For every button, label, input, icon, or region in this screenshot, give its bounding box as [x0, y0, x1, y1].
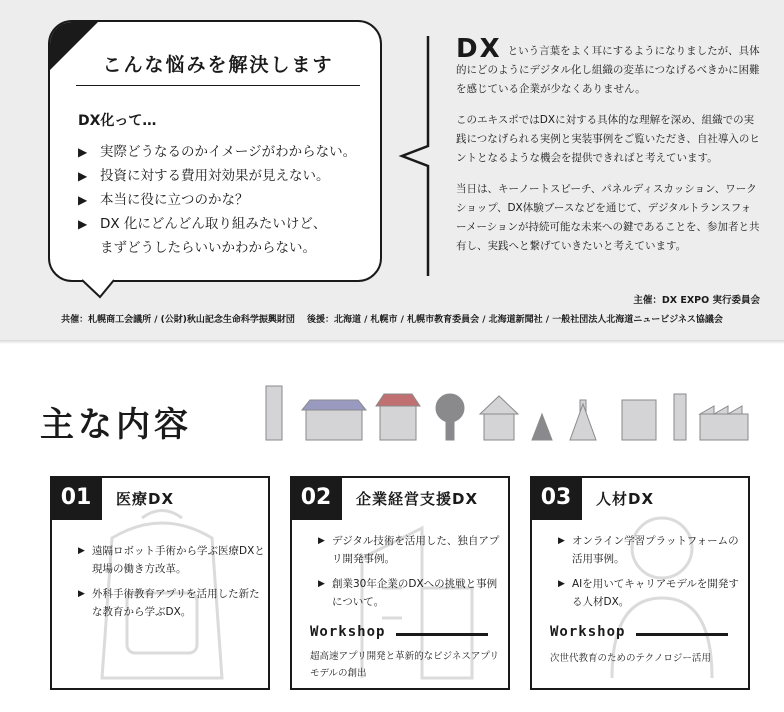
organizer: 主催：DX EXPO 実行委員会	[633, 295, 760, 306]
bubble-subtitle: DX化って…	[78, 113, 157, 129]
dx-heading: DX	[456, 34, 502, 64]
workshop-label: Workshop	[310, 624, 386, 640]
card-number: 03	[530, 476, 582, 520]
city-skyline-illustration	[262, 384, 752, 442]
content-card-01	[50, 476, 270, 690]
triangle-bullet-icon: ▶	[78, 193, 88, 207]
triangle-bullet-icon: ▶	[318, 536, 325, 546]
triangle-bullet-icon: ▶	[558, 579, 565, 589]
list-item: ▶ DX 化にどんどん取り組みたいけど、 まずどうしたらいいかわからない。	[78, 212, 356, 260]
list-item: ▶ 本当に役に立つのかな？	[78, 188, 356, 212]
card-item-list	[78, 542, 266, 628]
triangle-bullet-icon: ▶	[78, 169, 88, 183]
triangle-bullet-icon: ▶	[78, 589, 85, 599]
intro-paragraph: このエキスポではDXに対する具体的な理解を深め、組織での実践につなげられる実例と実装事例をご覧いただき、自社導入のヒントとなるような機会を提供できればと考えています。	[456, 114, 760, 164]
card-item-list	[318, 532, 506, 618]
card-title: 人材DX	[596, 490, 655, 508]
intro-paragraph: DX という言葉をよく耳にするようになりましたが、具体的にどのようにデジタル化し組織の変革につなげるべきかに困難を感じている企業が少なくありません。	[456, 34, 760, 95]
content-card-03	[530, 476, 750, 690]
triangle-bullet-icon: ▶	[78, 217, 88, 231]
card-title: 医療DX	[116, 490, 175, 508]
content-card-02	[290, 476, 510, 690]
list-item: ▶ AIを用いてキャリアモデルを開発する人材DX。	[558, 575, 746, 611]
triangle-bullet-icon: ▶	[78, 546, 85, 556]
card-title: 企業経営支援DX	[356, 490, 479, 508]
list-item: ▶ 創業30年企業のDXへの挑戦と事例について。	[318, 575, 506, 611]
list-item: ▶ 実際どうなるのかイメージがわからない。	[78, 140, 356, 164]
problem-list	[78, 140, 356, 260]
problem-speech-bubble	[48, 20, 382, 282]
intro-text	[456, 34, 760, 268]
triangle-bullet-icon: ▶	[78, 145, 88, 159]
card-item-list	[558, 532, 746, 618]
intro-section	[0, 0, 784, 340]
section-title: 主な内容	[40, 405, 192, 445]
bubble-tail	[78, 279, 118, 299]
workshop-description: 次世代教育のためのテクノロジー活用	[550, 653, 711, 664]
list-item: ▶ デジタル技術を活用した、独自アプリ開発事例。	[318, 532, 506, 568]
angle-bracket-icon	[396, 36, 432, 276]
bubble-title: こんな悩みを解決します	[76, 50, 360, 86]
section-divider	[0, 340, 784, 344]
list-item: ▶ 外科手術教育アプリを活用した新たな教育から学ぶDX。	[78, 585, 266, 621]
card-number: 01	[50, 476, 102, 520]
triangle-bullet-icon: ▶	[318, 579, 325, 589]
workshop-rule	[636, 633, 728, 636]
workshop-label: Workshop	[550, 624, 626, 640]
workshop-rule	[396, 633, 488, 636]
list-item: ▶ 遠隔ロボット手術から学ぶ医療DXと現場の働き方改革。	[78, 542, 266, 578]
workshop-description: 超高速アプリ開発と革新的なビジネスアプリモデルの創出	[310, 651, 499, 679]
list-item: ▶ 投資に対する費用対効果が見えない。	[78, 164, 356, 188]
card-number: 02	[290, 476, 342, 520]
list-item: ▶ オンライン学習プラットフォームの活用事例。	[558, 532, 746, 568]
sponsors-line: 共催：札幌商工会議所 / (公財)秋山記念生命科学振興財団 後援：北海道 / 札幌市 / 札幌市教育委員会 / 北海道新聞社 / 一般社団法人北海道ニュービジネス協議会	[61, 315, 723, 325]
intro-paragraph: 当日は、キーノートスピーチ、パネルディスカッション、ワークショップ、DX体験ブースなどを通じて、デジタルトランスフォーメーションが持続可能な未来への鍵であることを、参加者と共有し、実践へと繋げていきたいと考えています。	[456, 183, 760, 252]
triangle-bullet-icon: ▶	[558, 536, 565, 546]
